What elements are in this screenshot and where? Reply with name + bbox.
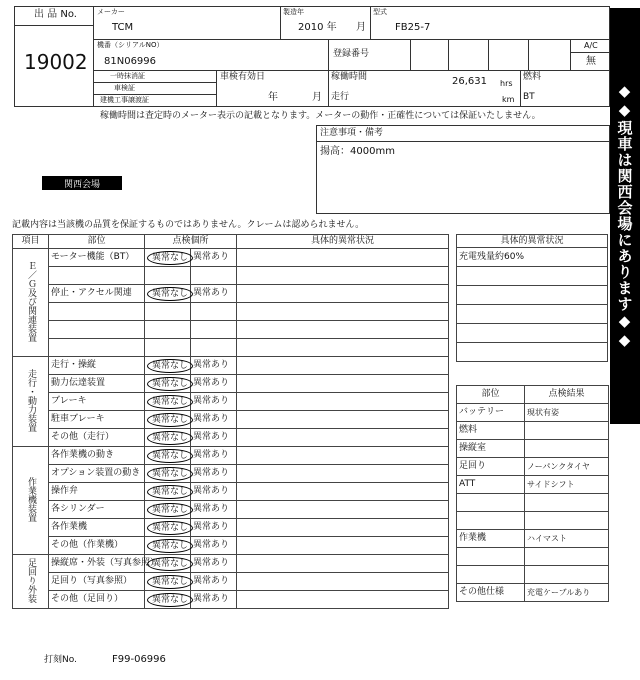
header-vline-3 <box>328 39 329 70</box>
table-row <box>13 249 449 267</box>
check-ok-cell[interactable] <box>145 501 191 519</box>
right-result-value: 現状有姿 <box>525 404 609 422</box>
check-ng-cell[interactable] <box>191 303 237 321</box>
right-detail-row <box>457 343 608 362</box>
check-ok-circled: 異常なし <box>147 521 193 535</box>
remarks-box <box>316 125 610 214</box>
check-ng-cell[interactable] <box>191 339 237 357</box>
check-ng-cell[interactable] <box>191 375 237 393</box>
right-detail-cell <box>457 267 608 286</box>
table-row <box>13 519 449 537</box>
right-result-part <box>457 566 525 584</box>
detail-cell <box>237 339 449 357</box>
ac-value: 無 <box>586 56 596 67</box>
table-row <box>13 411 449 429</box>
header-vline-6 <box>488 39 489 70</box>
detail-cell <box>237 411 449 429</box>
table-row <box>13 591 449 609</box>
maker-label: メーカー <box>97 8 125 16</box>
detail-cell <box>237 285 449 303</box>
right-result-row <box>457 512 609 530</box>
check-ok-circled: 異常なし <box>147 395 193 409</box>
disclaimer: 記載内容は当該機の品質を保証するものではありません。クレームは認められません。 <box>12 220 365 230</box>
right-result-value <box>525 494 609 512</box>
check-ok-cell[interactable] <box>145 357 191 375</box>
check-ng-cell[interactable] <box>191 501 237 519</box>
right-result-value: ノーパンクタイヤ <box>525 458 609 476</box>
detail-cell <box>237 447 449 465</box>
right-result-row <box>457 584 609 602</box>
right-result-value <box>525 440 609 458</box>
check-ng-cell[interactable] <box>191 465 237 483</box>
listing-no-label: 出 品 No. <box>34 9 77 20</box>
ac-label: A/C <box>584 41 598 50</box>
right-result-row <box>457 458 609 476</box>
check-ng-cell[interactable] <box>191 357 237 375</box>
header-item: 項目 <box>13 235 49 249</box>
temp-cert-label: 一時抹消証 <box>110 72 145 80</box>
right-result-row <box>457 548 609 566</box>
table-row <box>13 429 449 447</box>
check-ok-cell[interactable] <box>145 285 191 303</box>
right-detail-cell <box>457 324 608 343</box>
detail-cell <box>237 501 449 519</box>
right-result-header-row <box>457 386 609 404</box>
remarks-text: 揚高：4000mm <box>320 146 395 157</box>
detail-cell <box>237 357 449 375</box>
part-cell <box>49 339 145 357</box>
check-ok-circled: 異常なし <box>147 251 193 265</box>
header-vline-5 <box>448 39 449 70</box>
detail-cell <box>237 519 449 537</box>
check-ok-cell[interactable] <box>145 537 191 555</box>
right-result-part: 足回り <box>457 458 525 476</box>
detail-cell <box>237 249 449 267</box>
remarks-divider <box>316 141 610 142</box>
detail-cell <box>237 537 449 555</box>
right-detail-cell <box>457 343 608 362</box>
check-ng-label: 異常あり <box>193 486 230 496</box>
part-cell <box>49 267 145 285</box>
section-label-text: 作業機装置 <box>26 476 36 522</box>
part-cell: その他（作業機） <box>49 537 145 555</box>
header-vline-11 <box>520 70 521 107</box>
right-result-value: ハイマスト <box>525 530 609 548</box>
right-result-value <box>525 422 609 440</box>
header-vline-1 <box>280 6 281 39</box>
check-ok-circled: 異常なし <box>147 539 193 553</box>
check-ng-label: 異常あり <box>193 558 230 568</box>
check-ng-cell[interactable] <box>191 411 237 429</box>
check-ok-circled: 異常なし <box>147 377 193 391</box>
check-ok-cell[interactable] <box>145 249 191 267</box>
section-label-text: Ｅ／Ｇ及び関連装置 <box>26 260 36 342</box>
hours-value: 26,631 <box>452 76 487 87</box>
check-ok-circled: 異常なし <box>147 593 193 607</box>
right-detail-row <box>457 286 608 305</box>
table-row <box>13 555 449 573</box>
part-cell: 駐車ブレーキ <box>49 411 145 429</box>
section-label <box>13 555 49 609</box>
check-ng-cell[interactable] <box>191 555 237 573</box>
section-label <box>13 357 49 447</box>
header-hline-1 <box>94 39 610 40</box>
check-ok-circled: 異常なし <box>147 359 193 373</box>
check-ok-circled: 異常なし <box>147 287 193 301</box>
check-ng-cell[interactable] <box>191 591 237 609</box>
right-result-row <box>457 476 609 494</box>
table-header-row <box>13 235 449 249</box>
check-ok-circled: 異常なし <box>147 431 193 445</box>
right-result-value <box>525 566 609 584</box>
right-detail-header: 具体的異常状況 <box>457 235 608 248</box>
check-ok-circled: 異常なし <box>147 449 193 463</box>
header-hline-5 <box>570 52 610 53</box>
part-cell: オプション装置の動き <box>49 465 145 483</box>
check-ok-cell[interactable] <box>145 573 191 591</box>
footer-value: F99-06996 <box>112 654 166 665</box>
header-vline-7 <box>528 39 529 70</box>
section-label <box>13 447 49 555</box>
part-cell: 走行・操縦 <box>49 357 145 375</box>
check-ok-cell[interactable] <box>145 447 191 465</box>
right-result-part <box>457 548 525 566</box>
check-ng-label: 異常あり <box>193 414 230 424</box>
header-vline-9 <box>216 70 217 107</box>
right-result-part: その他仕様 <box>457 584 525 602</box>
check-ng-label: 異常あり <box>193 468 230 478</box>
right-detail-cell <box>457 305 608 324</box>
detail-cell <box>237 303 449 321</box>
fuel-value: BT <box>523 92 535 102</box>
right-result-table <box>456 385 609 602</box>
detail-cell <box>237 267 449 285</box>
part-cell: 動力伝達装置 <box>49 375 145 393</box>
part-cell: ブレーキ <box>49 393 145 411</box>
right-result-part <box>457 494 525 512</box>
right-detail-cell: 充電残量約60% <box>457 248 608 267</box>
right-result-row <box>457 422 609 440</box>
serial-label: 機番（シリアルNO） <box>97 41 164 49</box>
table-row <box>13 465 449 483</box>
check-ng-label: 異常あり <box>193 378 230 388</box>
check-ng-label: 異常あり <box>193 450 230 460</box>
header-vline-4 <box>410 39 411 70</box>
model-label: 型式 <box>373 8 387 16</box>
table-row <box>13 303 449 321</box>
detail-cell <box>237 573 449 591</box>
footer-label: 打刻No. <box>44 655 77 665</box>
section-label-text: 足回り外装 <box>26 557 36 603</box>
table-row <box>13 447 449 465</box>
check-ok-circled: 異常なし <box>147 503 193 517</box>
km-unit: km <box>502 95 515 104</box>
part-cell: その他（足回り） <box>49 591 145 609</box>
right-result-value: サイドシフト <box>525 476 609 494</box>
header-hline-4 <box>94 94 216 95</box>
part-cell: 足回り（写真参照） <box>49 573 145 591</box>
right-detail-cell <box>457 286 608 305</box>
header-vline-8 <box>570 39 571 70</box>
check-ok-cell[interactable] <box>145 321 191 339</box>
table-row <box>13 375 449 393</box>
part-cell: その他（走行） <box>49 429 145 447</box>
check-ok-circled: 異常なし <box>147 575 193 589</box>
model-value: FB25-7 <box>395 22 431 33</box>
detail-cell <box>237 465 449 483</box>
part-cell: 各作業機の動き <box>49 447 145 465</box>
fuel-label: 燃料 <box>523 72 542 82</box>
hours-label: 稼働時間 <box>331 72 368 82</box>
table-row <box>13 573 449 591</box>
check-ng-label: 異常あり <box>193 396 230 406</box>
header-vline-2 <box>370 6 371 39</box>
detail-cell <box>237 591 449 609</box>
remarks-label: 注意事項・備考 <box>320 128 384 138</box>
right-result-value: 充電ケーブルあり <box>525 584 609 602</box>
header-part: 部位 <box>49 235 145 249</box>
right-result-row <box>457 404 609 422</box>
header-check: 点検個所 <box>145 235 237 249</box>
check-ng-cell[interactable] <box>191 483 237 501</box>
check-ng-label: 異常あり <box>193 252 230 262</box>
header-hline-2 <box>94 70 610 71</box>
check-ng-label: 異常あり <box>193 360 230 370</box>
part-cell <box>49 303 145 321</box>
detail-cell <box>237 393 449 411</box>
check-ok-cell[interactable] <box>145 303 191 321</box>
travel-label: 走行 <box>331 92 350 102</box>
right-result-value <box>525 548 609 566</box>
right-result-row <box>457 440 609 458</box>
check-ng-label: 異常あり <box>193 504 230 514</box>
check-ng-cell[interactable] <box>191 537 237 555</box>
inspection-label: 車検有効日 <box>220 72 266 82</box>
header-vline-10 <box>328 70 329 107</box>
right-result-row <box>457 530 609 548</box>
table-row <box>13 393 449 411</box>
check-ng-cell[interactable] <box>191 573 237 591</box>
check-ok-cell[interactable] <box>145 591 191 609</box>
table-row <box>13 357 449 375</box>
part-cell: 各作業機 <box>49 519 145 537</box>
check-ng-cell[interactable] <box>191 393 237 411</box>
table-row <box>13 321 449 339</box>
part-cell: 操作弁 <box>49 483 145 501</box>
month-label: 月 <box>356 22 366 33</box>
table-row <box>13 285 449 303</box>
location-sidebar: ◆◆現車は関西会場にあります◆◆ <box>610 8 640 424</box>
serial-value: 81N06996 <box>104 56 157 67</box>
check-ng-label: 異常あり <box>193 594 230 604</box>
listing-no: 19002 <box>24 50 88 74</box>
header-detail: 具体的異常状況 <box>237 235 449 249</box>
right-result-part: 作業機 <box>457 530 525 548</box>
hours-unit: hrs <box>500 79 513 88</box>
check-ok-circled: 異常なし <box>147 485 193 499</box>
detail-cell <box>237 375 449 393</box>
construction-cert-label: 建機工事譲渡証 <box>100 96 149 104</box>
check-ok-cell[interactable] <box>145 411 191 429</box>
table-row <box>13 537 449 555</box>
check-ng-label: 異常あり <box>193 288 230 298</box>
detail-cell <box>237 429 449 447</box>
table-row <box>13 267 449 285</box>
detail-cell <box>237 483 449 501</box>
right-result-part: ATT <box>457 476 525 494</box>
vehicle-cert-label: 車検証 <box>114 84 135 92</box>
inspection-month: 月 <box>312 92 322 103</box>
right-result-part <box>457 512 525 530</box>
part-cell: モーター機能（BT） <box>49 249 145 267</box>
part-cell <box>49 321 145 339</box>
right-result-row <box>457 494 609 512</box>
check-ng-cell[interactable] <box>191 429 237 447</box>
check-ok-cell[interactable] <box>145 339 191 357</box>
reg-label: 登録番号 <box>333 49 370 59</box>
right-detail-header-row <box>457 235 608 248</box>
detail-cell <box>237 555 449 573</box>
check-ok-cell[interactable] <box>145 465 191 483</box>
check-ok-cell[interactable] <box>145 267 191 285</box>
check-ng-cell[interactable] <box>191 519 237 537</box>
check-ok-cell[interactable] <box>145 519 191 537</box>
check-ng-cell[interactable] <box>191 321 237 339</box>
right-detail-row <box>457 305 608 324</box>
check-ok-cell[interactable] <box>145 483 191 501</box>
check-ok-cell[interactable] <box>145 375 191 393</box>
check-ng-label: 異常あり <box>193 522 230 532</box>
right-result-col-part: 部位 <box>457 386 525 404</box>
check-ng-cell[interactable] <box>191 447 237 465</box>
check-ng-cell[interactable] <box>191 285 237 303</box>
right-result-value <box>525 512 609 530</box>
section-label-text: 走行・動力装置 <box>26 368 36 432</box>
table-row <box>13 483 449 501</box>
inspection-year: 年 <box>268 92 278 103</box>
part-cell: 各シリンダー <box>49 501 145 519</box>
hours-notice: 稼働時間は査定時のメーター表示の記載となります。メーターの動作・正確性については保証いたしません。 <box>100 111 541 121</box>
right-result-row <box>457 566 609 584</box>
detail-cell <box>237 321 449 339</box>
right-result-part: 操縦室 <box>457 440 525 458</box>
right-detail-row <box>457 248 608 267</box>
year-label: 製造年 <box>283 8 304 16</box>
table-row <box>13 501 449 519</box>
venue-badge: 関西会場 <box>42 176 122 190</box>
section-label <box>13 249 49 357</box>
part-cell: 停止・アクセル関連 <box>49 285 145 303</box>
check-ng-label: 異常あり <box>193 540 230 550</box>
right-detail-row <box>457 324 608 343</box>
check-ng-cell[interactable] <box>191 267 237 285</box>
check-ok-cell[interactable] <box>145 429 191 447</box>
check-ng-label: 異常あり <box>193 432 230 442</box>
check-ok-circled: 異常なし <box>147 467 193 481</box>
header-hline-3 <box>94 82 216 83</box>
check-ok-cell[interactable] <box>145 555 191 573</box>
maker-value: TCM <box>112 22 134 33</box>
right-result-part: バッテリー <box>457 404 525 422</box>
part-cell: 操縦席・外装（写真参照） <box>49 555 145 573</box>
inspection-table <box>12 234 449 609</box>
check-ng-label: 異常あり <box>193 576 230 586</box>
year-value: 2010 年 <box>298 22 337 33</box>
right-result-part: 燃料 <box>457 422 525 440</box>
right-detail-table <box>456 234 608 362</box>
table-row <box>13 339 449 357</box>
check-ok-circled: 異常なし <box>147 557 193 571</box>
check-ok-circled: 異常なし <box>147 413 193 427</box>
check-ok-cell[interactable] <box>145 393 191 411</box>
right-detail-row <box>457 267 608 286</box>
check-ng-cell[interactable] <box>191 249 237 267</box>
right-result-col-result: 点検結果 <box>525 386 609 404</box>
